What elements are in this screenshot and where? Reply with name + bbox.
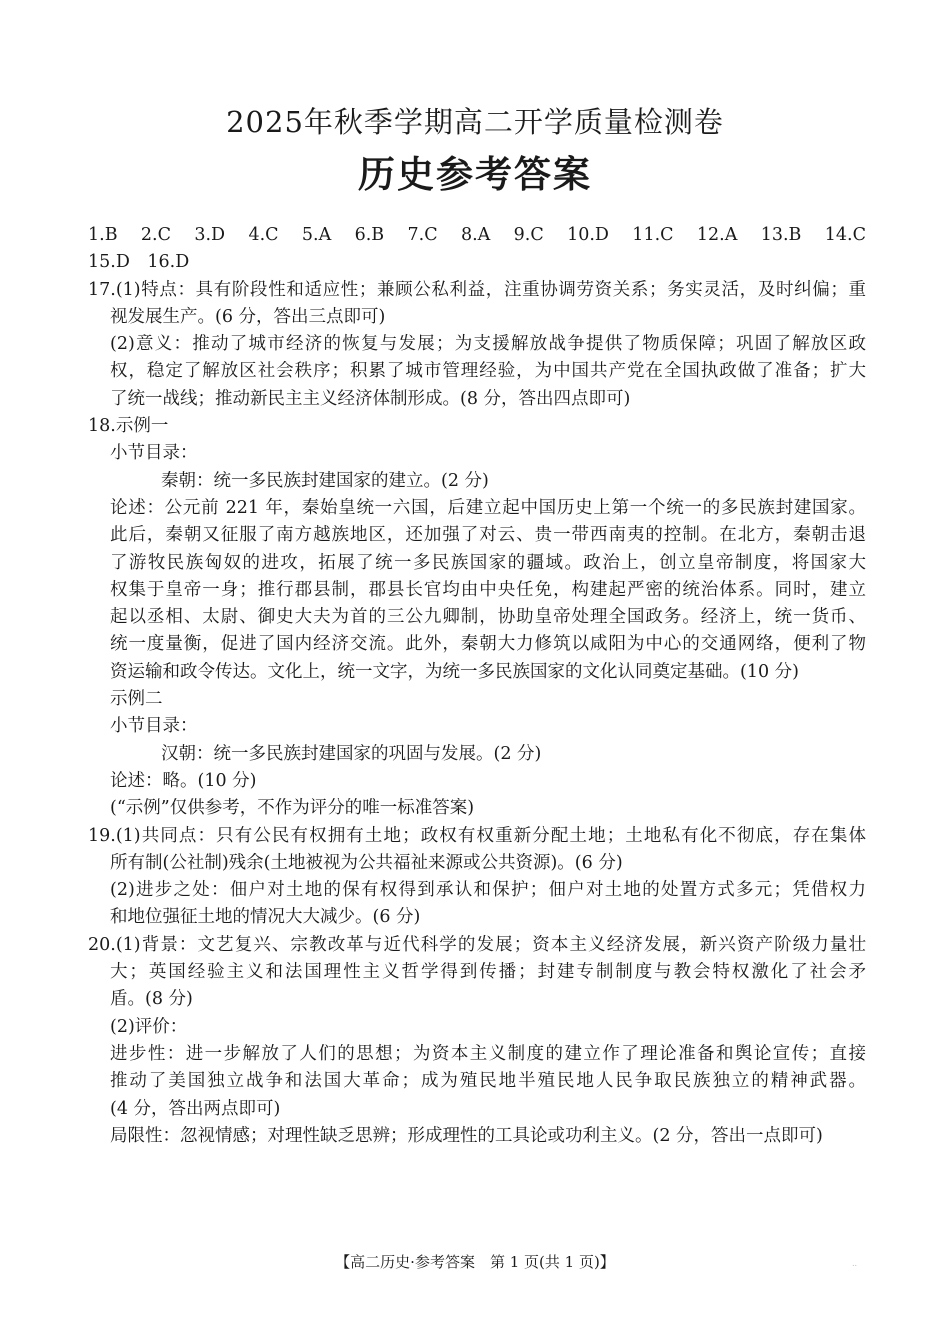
page-footer: 【高二历史·参考答案 第 1 页(共 1 页)】 bbox=[335, 1253, 615, 1271]
answer-line: 汉朝：统一多民族封建国家的巩固与发展。(2 分) bbox=[161, 743, 542, 764]
answer-line: 20.(1)背景：文艺复兴、宗教改革与近代科学的发展；资本主义经济发展，新兴资产阶级力量壮 bbox=[88, 934, 866, 955]
answer-content bbox=[88, 222, 866, 1150]
answer-line: 小节目录： bbox=[110, 443, 198, 464]
answer-line: (2)意义：推动了城市经济的恢复与发展；为支援解放战争提供了物质保障；巩固了解放区政 bbox=[110, 334, 866, 355]
answer-line: 此后，秦朝又征服了南方越族地区，还加强了对云、贵一带西南夷的控制。在北方，秦朝击退 bbox=[110, 525, 866, 546]
answer-line: 秦朝：统一多民族封建国家的建立。(2 分) bbox=[161, 470, 489, 491]
answer-line: 1.B 2.C 3.D 4.C 5.A 6.B 7.C 8.A 9.C 10.D 11.C 12.A 13.B 14.C bbox=[88, 225, 866, 245]
answer-line: 论述：公元前 221 年，秦始皇统一六国，后建立起中国历史上第一个统一的多民族封建国家。 bbox=[110, 497, 866, 518]
answer-line: 15.D 16.D bbox=[88, 252, 190, 273]
answer-line: 18.示例一 bbox=[88, 416, 169, 437]
answer-line: (4 分，答出两点即可) bbox=[110, 1098, 281, 1119]
answer-line: 权集于皇帝一身；推行郡县制，郡县长官均由中央任免，构建起严密的统治体系。同时，建立 bbox=[110, 579, 866, 600]
answer-line: 19.(1)共同点：只有公民有权拥有土地；政权有权重新分配土地；土地私有化不彻底，存在集体 bbox=[88, 825, 866, 846]
scan-artifact: .. bbox=[852, 1259, 858, 1268]
answer-line: 统一度量衡，促进了国内经济交流。此外，秦朝大力修筑以咸阳为中心的交通网络，便利了物 bbox=[110, 634, 866, 655]
answer-line: 局限性：忽视情感；对理性缺乏思辨；形成理性的工具论或功利主义。(2 分，答出一点即可) bbox=[110, 1125, 823, 1146]
answer-line: 进步性：进一步解放了人们的思想；为资本主义制度的建立作了理论准备和舆论宣传；直接 bbox=[110, 1043, 866, 1064]
answer-line: 大；英国经验主义和法国理性主义哲学得到传播；封建专制制度与教会特权激化了社会矛 bbox=[110, 962, 866, 983]
answer-line: (“示例”仅供参考，不作为评分的唯一标准答案) bbox=[110, 798, 475, 819]
answer-line: 权，稳定了解放区社会秩序；积累了城市管理经验，为中国共产党在全国执政做了准备；扩大 bbox=[110, 361, 866, 382]
answer-line: (2)评价： bbox=[110, 1016, 188, 1037]
answer-key-title: 历史参考答案 bbox=[358, 152, 592, 196]
exam-title: 2025年秋季学期高二开学质量检测卷 bbox=[226, 105, 724, 139]
answer-line: 盾。(8 分) bbox=[110, 989, 193, 1010]
answer-line: 所有制(公社制)残余(土地被视为公共福祉来源或公共资源)。(6 分) bbox=[110, 852, 623, 873]
answer-line: 17.(1)特点：具有阶段性和适应性；兼顾公私利益，注重协调劳资关系；务实灵活，及时纠偏；重 bbox=[88, 279, 866, 300]
answer-line: 推动了美国独立战争和法国大革命；成为殖民地半殖民地人民争取民族独立的精神武器。 bbox=[110, 1071, 866, 1092]
answer-line: 了游牧民族匈奴的进攻，拓展了统一多民族国家的疆域。政治上，创立皇帝制度，将国家大 bbox=[110, 552, 866, 573]
answer-line: 起以丞相、太尉、御史大夫为首的三公九卿制，协助皇帝处理全国政务。经济上，统一货币、 bbox=[110, 607, 866, 628]
answer-line: 视发展生产。(6 分，答出三点即可) bbox=[110, 306, 386, 327]
answer-line: 和地位强征土地的情况大大减少。(6 分) bbox=[110, 907, 421, 928]
answer-line: 资运输和政令传达。文化上，统一文字，为统一多民族国家的文化认同奠定基础。(10 分) bbox=[110, 661, 799, 682]
answer-line: 了统一战线；推动新民主主义经济体制形成。(8 分，答出四点即可) bbox=[110, 388, 631, 409]
answer-line: 论述：略。(10 分) bbox=[110, 770, 257, 791]
answer-line: 示例二 bbox=[110, 689, 163, 710]
answer-line: 小节目录： bbox=[110, 716, 198, 737]
answer-line: (2)进步之处：佃户对土地的保有权得到承认和保护；佃户对土地的处置方式多元；凭借权力 bbox=[110, 880, 866, 901]
